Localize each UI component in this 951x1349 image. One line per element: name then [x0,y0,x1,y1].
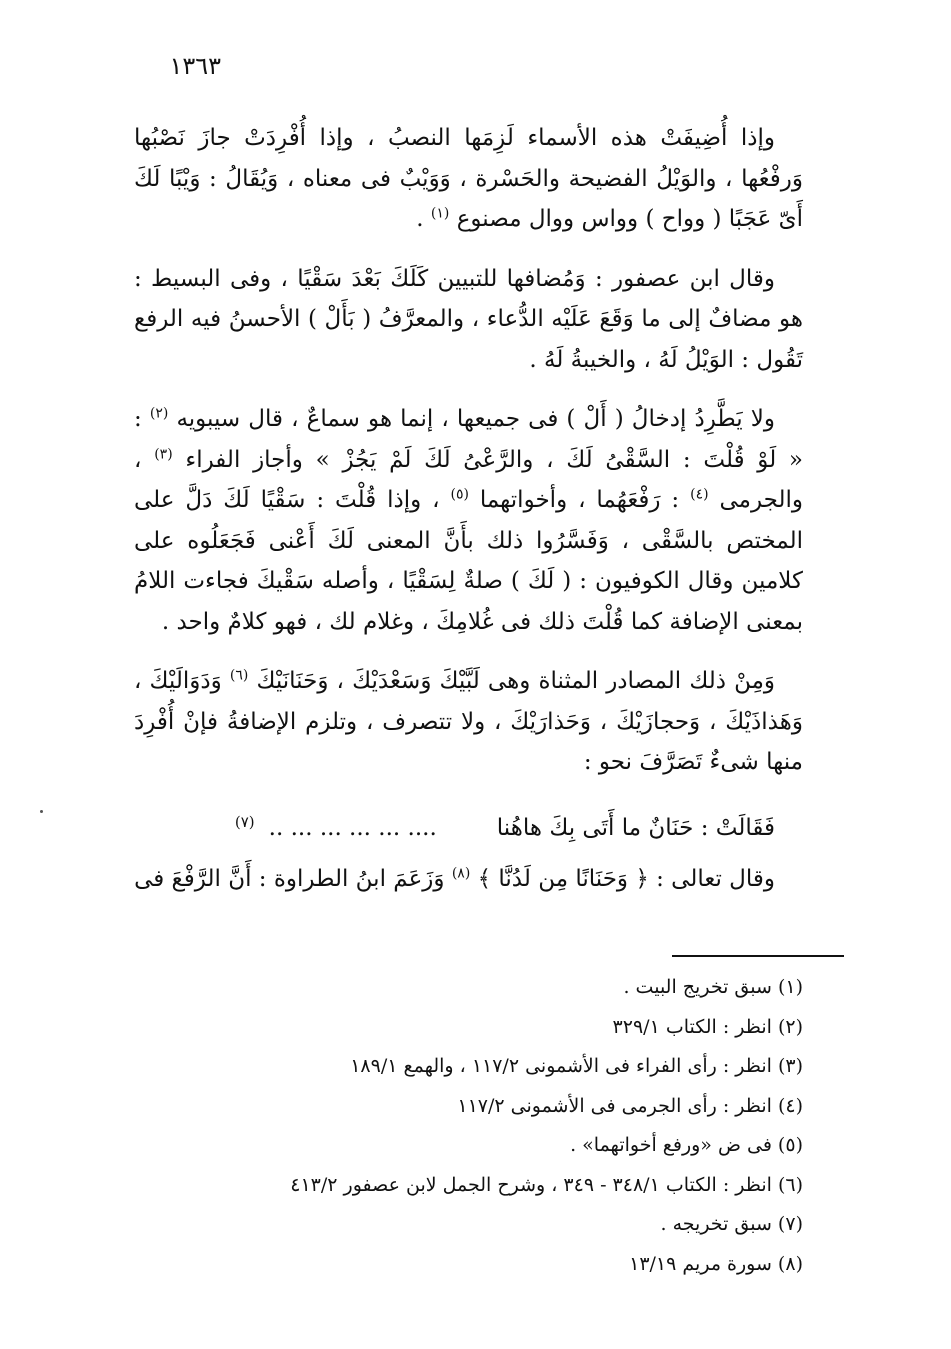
footnote-ref-3: (٣) [154,445,173,462]
footnote-ref-5: (٥) [450,486,469,503]
paragraph-4: وَمِنْ ذلك المصادر المثناة وهى لَبَّيْكَ وَسَعْدَيْكَ ، وَحَنَانَيْكَ $^{(٦)}$ وَدَوَالَيْكَ ، وَهَذاذَيْكَ ، وَحجازَيْكَ ، وَحَذارَيْكَ ، ولا تتصرف ، وتلزم الإضافةُ فإنْ أُفْرِدَ منها شىءٌ تَصَرَّفَ نحو : [134,667,803,775]
footnote-ref-8: (٨) [451,865,471,881]
footnote-ref-2: (٢) [149,405,169,422]
footnotes [134,968,803,1284]
paragraph-2: وقال ابن عصفور : وَمُضافها للتبيين كَلَكَ بَعْدَ سَقْيًا ، وفى البسيط : هو مضافٌ إلى ما وَقَعَ عَلَيْه الدُّعاء ، والمعرَّفُ ( بَأَلْ ) الأحسنُ فيه الرفع تَقُول : الوَيْلُ لَهُ ، والخيبةُ لَهُ . [134,265,803,373]
poetry-verse [134,802,803,849]
footnote-ref-1: (١) [430,205,450,222]
footnote-divider [672,955,844,957]
paragraph-5: وقال تعالى : ﴿ وَحَنَانًا مِن لَدُنَّا ﴾ $^{(٨)}$ وَزَعَمَ ابنُ الطراوة : أَنَّ الرَّفْعَ فى [134,865,775,892]
footnote-3: (٣) انظر : رأى الفراء فى الأشمونى ١١٧/٢ ، والهمع ١٨٩/١ [350,1055,803,1077]
footnote-4: (٤) انظر : رأى الجرمى فى الأشمونى ١١٧/٢ [457,1094,803,1117]
page-number: ١٣٦٣ [169,52,221,80]
footnote-6: (٦) انظر : الكتاب ٣٤٨/١ - ٣٤٩ ، وشرح الجمل لابن عصفور ٤١٣/٢ [290,1173,803,1196]
footnote-1: (١) سبق تخريج البيت . [623,976,803,998]
scan-speck [40,810,43,813]
footnote-8: (٨) سورة مريم ١٣/١٩ [629,1252,803,1275]
footnote-7: (٧) سبق تخريجه . [660,1213,803,1235]
paragraph-1: وإذا أُضِيفَتْ هذه الأسماء لَزِمَها النصبُ ، وإذا أُفْرِدَتْ جازَ نَصْبُها وَرفْعُها ، والوَيْلُ الفضيحة والحَسْرة ، وَوَيْبٌ فى معناه ، وَيُقَالُ : وَيْبًا لَكَ أَىّ عَجَبًا ( وواح ) وواس ووال مصنوع $^{(١)}$ . [134,125,803,232]
verse-first-half: فَقَالَتْ : حَنَانٌ ما أَتَى بِكَ هاهُنا [496,815,775,842]
verse-second-half: .... ... ... ... ... .. [268,815,437,842]
paragraph-3: ولا يَطَّرِدُ إدخالُ ( أَلْ ) فى جميعها ، إنما هو سماعٌ ، قال سيبويه $^{(٢)}$ : « لَوْ قُلْتَ : السَّقْىُ لَكَ ، والرَّعْىُ لَكَ لَمْ يَجُزْ » وأجاز الفراء $^{(٣)}$ ، والجرمى $^{(٤)}$ : رَفْعَهُما ، وأخواتهما $^{(٥)}$ ، وإذا قُلْتَ : سَقْيًا لَكَ دَلَّ على المختص بالسَّقْى ، وَفَسَّرُوا ذلك بأَنَّ المعنى لَكَ أَعْنى فَجَعَلُوه على كلامين وقال الكوفيون : ( لَكَ ) صلةٌ لِسَقْيًا ، وأصله سَقْيكَ فجاءت اللامُ بمعنى الإضافة كما قُلْتَ ذلك فى غُلامِكَ ، وغلام لك ، فهو كلامٌ واحد . [134,405,804,635]
footnote-ref-7: (٧) [234,812,255,831]
footnote-2: (٢) انظر : الكتاب ٣٢٩/١ [612,1015,803,1038]
main-text [134,118,803,918]
footnote-5: (٥) فى ض «ورفع أخواتهما» . [570,1134,803,1156]
footnote-ref-6: (٦) [229,667,249,684]
footnote-ref-4: (٤) [690,486,709,503]
